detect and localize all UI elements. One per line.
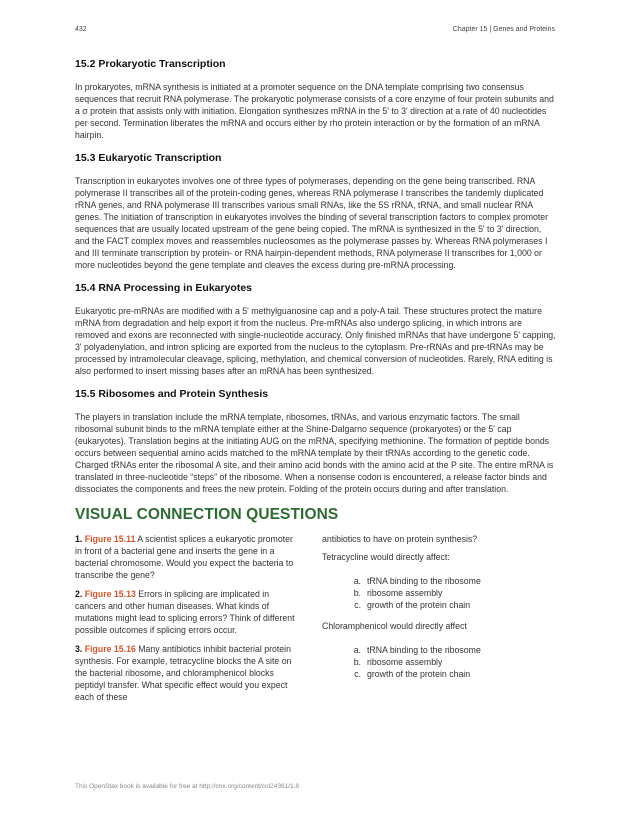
question-text: Many antibiotics inhibit bacterial protein synthesis. For example, tetracycline blocks the A site on the bacterial ribosome, and chloramphenicol blocks peptidyl transfer. What specific effect would you expect each of these	[75, 644, 292, 702]
choice-letter: b.	[353, 657, 361, 667]
tetracycline-label: Tetracycline would directly affect:	[322, 552, 450, 562]
questions-left-column	[75, 533, 300, 710]
choice-text: ribosome assembly	[367, 588, 443, 598]
choice-item	[344, 587, 557, 599]
choice-text: growth of the protein chain	[367, 600, 471, 610]
choice-item	[344, 644, 557, 656]
figure-link[interactable]: Figure 15.11	[84, 534, 136, 544]
choice-item	[344, 656, 557, 668]
question-1	[75, 533, 300, 581]
section-body: Eukaryotic pre-mRNAs are modified with a 5' methylguanosine cap and a poly-A tail. These structures protect the mature mRNA from degradation and help export it from the nucleus. Pre-mRNAs also undergo splicing, in which introns are removed and exons are reconnected with single-nucleotide accuracy. Only finished mRNAs that have undergone 5' capping, 3' polyadenylation, and intron splicing are exported from the nucleus to the cytoplasm. Pre-rRNAs and pre-tRNAs may be processed by intramolecular cleavage, splicing, methylation, and chemical conversion of nucleotides. Rarely, RNA editing is also performed to insert missing bases after an mRNA has been synthesized.	[75, 306, 556, 376]
section-body: In prokaryotes, mRNA synthesis is initiated at a promoter sequence on the DNA template comprising two consensus sequences that recruit RNA polymerase. The prokaryotic polymerase consists of a core enzyme of four protein subunits and a σ protein that assists only with initiation. Elongation synthesizes mRNA in the 5' to 3' direction at a rate of 40 nucleotides per second. Termination liberates the mRNA and occurs either by rho protein interaction or by the formation of an mRNA hairpin.	[75, 82, 554, 140]
chloramphenicol-label: Chloramphenicol would directly affect	[322, 621, 467, 631]
questions-columns	[75, 533, 557, 710]
choice-letter: b.	[353, 588, 361, 598]
section-body: Transcription in eukaryotes involves one of three types of polymerases, depending on the gene being transcribed. RNA polymerase II transcribes all of the protein-coding genes, whereas RNA polymerase I transcribes the tandemly duplicated rRNA genes, and RNA polymerase III transcribes various small RNAs, like the 5S rRNA, tRNA, and small nuclear RNA genes. The initiation of transcription in eukaryotes involves the binding of several transcription factors to complex promoter sequences that are usually located upstream of the gene being copied. The mRNA is synthesized in the 5' to 3' direction, and the FACT complex moves and reassembles nucleosomes as the polymerase passes by. Whereas RNA polymerases I and III terminate transcription by protein- or RNA hairpin-dependent methods, RNA polymerase II transcribes for 1,000 or more nucleotides beyond the gene template and cleaves the excess during pre-mRNA processing.	[75, 176, 549, 270]
choice-text: tRNA binding to the ribosome	[367, 645, 481, 655]
choice-item	[344, 668, 557, 680]
page-content	[75, 58, 557, 710]
choice-letter: c.	[354, 669, 361, 679]
page-header	[75, 26, 555, 33]
section-heading: 15.2 Prokaryotic Transcription	[75, 58, 226, 70]
choice-item	[344, 575, 557, 587]
figure-link[interactable]: Figure 15.13	[84, 589, 136, 599]
question-number: 1.	[75, 534, 83, 544]
choice-text: tRNA binding to the ribosome	[367, 576, 481, 586]
choice-letter: a.	[353, 576, 361, 586]
page-number: 432	[75, 26, 87, 33]
choice-letter: a.	[353, 645, 361, 655]
choice-text: growth of the protein chain	[367, 669, 471, 679]
chloramphenicol-choices	[322, 644, 557, 680]
choice-text: ribosome assembly	[367, 657, 443, 667]
section-body: The players in translation include the mRNA template, ribosomes, tRNAs, and various enzymatic factors. The small ribosomal subunit binds to the mRNA template either at the Shine-Dalgarno sequence (prokaryotes) or the 5' cap (eukaryotes). Translation begins at the initiating AUG on the mRNA, specifying methionine. The formation of peptide bonds occurs between sequential amino acids matched to the mRNA template by their tRNAs according to the genetic code. Charged tRNAs enter the ribosomal A site, and their amino acid bonds with the amino acid at the P site. The entire mRNA is translated in three-nucleotide “steps” of the ribosome. When a nonsense codon is encountered, a release factor binds and dissociates the components and frees the new protein. Folding of the protein occurs during and after translation.	[75, 412, 554, 494]
section-rna-processing	[75, 282, 557, 377]
question-2	[75, 588, 300, 636]
section-heading: 15.4 RNA Processing in Eukaryotes	[75, 282, 253, 294]
visual-connection-questions-heading: VISUAL CONNECTION QUESTIONS	[75, 506, 339, 523]
question-number: 2.	[75, 589, 83, 599]
question-text: A scientist splices a eukaryotic promoter in front of a bacterial gene and inserts the gene in a bacterial chromosome. Would you expect the bacteria to transcribe the gene?	[75, 534, 294, 580]
section-prokaryotic-transcription	[75, 58, 557, 141]
section-heading: 15.3 Eukaryotic Transcription	[75, 152, 222, 164]
questions-right-column	[322, 533, 557, 710]
tetracycline-choices	[322, 575, 557, 611]
question-3-continuation: antibiotics to have on protein synthesis?	[322, 534, 478, 544]
question-text: Errors in splicing are implicated in cancers and other human diseases. What kinds of mutations might lead to splicing errors? Think of different possible outcomes if splicing errors occur.	[75, 589, 295, 635]
chapter-title: Chapter 15 | Genes and Proteins	[452, 26, 555, 33]
choice-letter: c.	[354, 600, 361, 610]
section-heading: 15.5 Ribosomes and Protein Synthesis	[75, 388, 269, 400]
section-ribosomes-protein-synthesis	[75, 388, 557, 495]
figure-link[interactable]: Figure 15.16	[84, 644, 136, 654]
question-3	[75, 643, 300, 703]
page-footer: This OpenStax book is available for free at http://cnx.org/content/col24361/1.8	[75, 783, 300, 790]
choice-item	[344, 599, 557, 611]
question-number: 3.	[75, 644, 83, 654]
section-eukaryotic-transcription	[75, 152, 557, 271]
